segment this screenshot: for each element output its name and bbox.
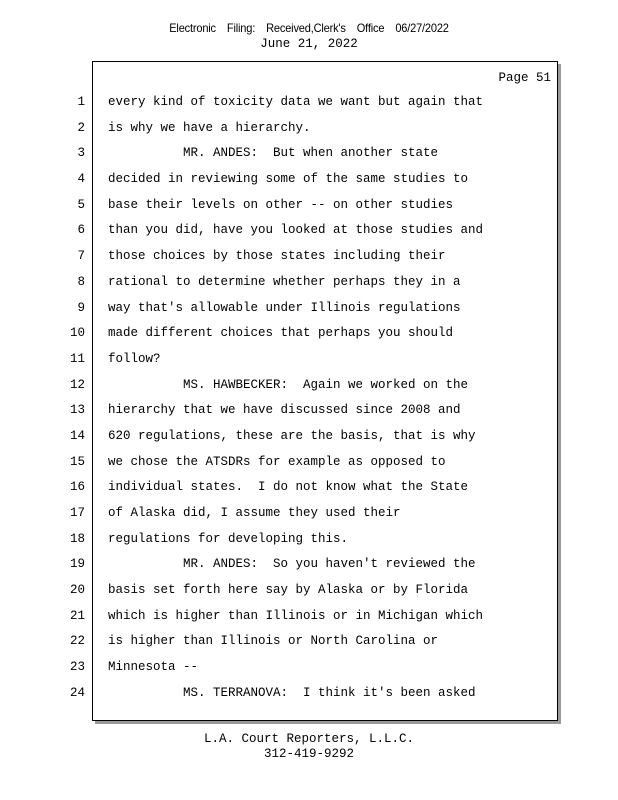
line-number: 8 bbox=[77, 274, 85, 289]
line-number: 1 bbox=[77, 95, 85, 109]
line-text: Minnesota -- bbox=[108, 660, 199, 675]
stamp-date: 06/27/2022 bbox=[395, 21, 449, 35]
stamp-word-filing: Filing: bbox=[226, 21, 256, 35]
transcript-line bbox=[0, 296, 618, 322]
transcript-line bbox=[0, 450, 618, 476]
line-text: MS. HAWBECKER: Again we worked on the bbox=[108, 377, 469, 392]
transcript-line bbox=[0, 501, 618, 527]
line-number: 20 bbox=[69, 583, 85, 598]
line-number: 3 bbox=[77, 146, 85, 161]
page-number: Page 51 bbox=[498, 71, 551, 85]
line-text: MR. ANDES: But when another state bbox=[108, 146, 439, 161]
transcript-line bbox=[0, 424, 618, 450]
stamp-word-electronic: Electronic bbox=[169, 21, 216, 35]
transcript-line bbox=[0, 552, 618, 578]
transcript-line bbox=[0, 655, 618, 681]
line-number: 2 bbox=[77, 120, 85, 135]
line-number: 19 bbox=[69, 557, 85, 572]
transcript-line bbox=[0, 321, 618, 347]
line-text: which is higher than Illinois or in Michigan which bbox=[108, 608, 484, 623]
line-number: 4 bbox=[77, 172, 85, 187]
line-text: rational to determine whether perhaps they in a bbox=[108, 274, 461, 289]
transcript-line bbox=[0, 244, 618, 270]
line-number: 7 bbox=[77, 249, 85, 264]
transcript-date: June 21, 2022 bbox=[260, 37, 358, 51]
line-text: follow? bbox=[108, 351, 161, 366]
line-number: 9 bbox=[77, 300, 85, 315]
efiling-stamp bbox=[25, 21, 594, 35]
line-text: every kind of toxicity data we want but again that bbox=[108, 95, 484, 109]
line-text: MR. ANDES: So you haven't reviewed the bbox=[108, 557, 476, 572]
line-text: is why we have a hierarchy. bbox=[108, 120, 311, 135]
line-number: 17 bbox=[69, 506, 85, 520]
transcript-line bbox=[0, 475, 618, 501]
line-text: made different choices that perhaps you should bbox=[108, 326, 454, 341]
line-number: 15 bbox=[69, 454, 85, 469]
line-text: than you did, have you looked at those studies and bbox=[108, 223, 484, 238]
transcript-line bbox=[0, 578, 618, 604]
line-number: 24 bbox=[69, 685, 85, 700]
line-text: regulations for developing this. bbox=[108, 531, 349, 546]
transcript-line bbox=[0, 218, 618, 244]
reporter-company: L.A. Court Reporters, L.L.C. bbox=[203, 732, 415, 746]
transcript-line bbox=[0, 193, 618, 219]
transcript-line bbox=[0, 116, 618, 142]
transcript-line bbox=[0, 347, 618, 373]
line-number: 23 bbox=[69, 660, 85, 675]
line-number: 11 bbox=[69, 351, 85, 366]
transcript-line bbox=[0, 270, 618, 296]
transcript-line bbox=[0, 90, 618, 116]
line-number: 18 bbox=[69, 531, 85, 546]
line-number: 22 bbox=[69, 634, 85, 649]
line-text: decided in reviewing some of the same studies to bbox=[108, 172, 469, 187]
transcript-line bbox=[0, 373, 618, 399]
line-text: those choices by those states including their bbox=[108, 249, 446, 264]
line-text: MS. TERRANOVA: I think it's been asked bbox=[108, 685, 476, 700]
line-number: 6 bbox=[77, 223, 85, 238]
line-number: 12 bbox=[69, 377, 85, 392]
line-text: way that's allowable under Illinois regulations bbox=[108, 300, 461, 315]
transcript-line bbox=[0, 167, 618, 193]
line-number: 14 bbox=[69, 428, 85, 443]
line-text: 620 regulations, these are the basis, that is why bbox=[108, 428, 476, 443]
stamp-word-received: Received,Clerk's bbox=[266, 21, 346, 35]
transcript-lines bbox=[0, 90, 618, 707]
line-text: we chose the ATSDRs for example as opposed to bbox=[108, 454, 446, 469]
footer bbox=[0, 732, 618, 762]
line-number: 10 bbox=[69, 326, 85, 341]
line-number: 16 bbox=[69, 480, 85, 495]
line-number: 13 bbox=[69, 403, 85, 418]
line-text: of Alaska did, I assume they used their bbox=[108, 506, 401, 520]
line-text: is higher than Illinois or North Carolina or bbox=[108, 634, 439, 649]
line-text: individual states. I do not know what the State bbox=[108, 480, 469, 495]
line-number: 5 bbox=[77, 197, 85, 212]
transcript-line bbox=[0, 527, 618, 553]
reporter-phone: 312-419-9292 bbox=[263, 747, 354, 761]
transcript-line bbox=[0, 141, 618, 167]
transcript-line bbox=[0, 604, 618, 630]
transcript-line bbox=[0, 629, 618, 655]
transcript-line bbox=[0, 398, 618, 424]
line-number: 21 bbox=[69, 608, 85, 623]
line-text: basis set forth here say by Alaska or by Florida bbox=[108, 583, 469, 598]
transcript-line bbox=[0, 681, 618, 707]
line-text: base their levels on other -- on other studies bbox=[108, 197, 454, 212]
line-text: hierarchy that we have discussed since 2008 and bbox=[108, 403, 461, 418]
stamp-word-office: Office bbox=[356, 21, 385, 35]
